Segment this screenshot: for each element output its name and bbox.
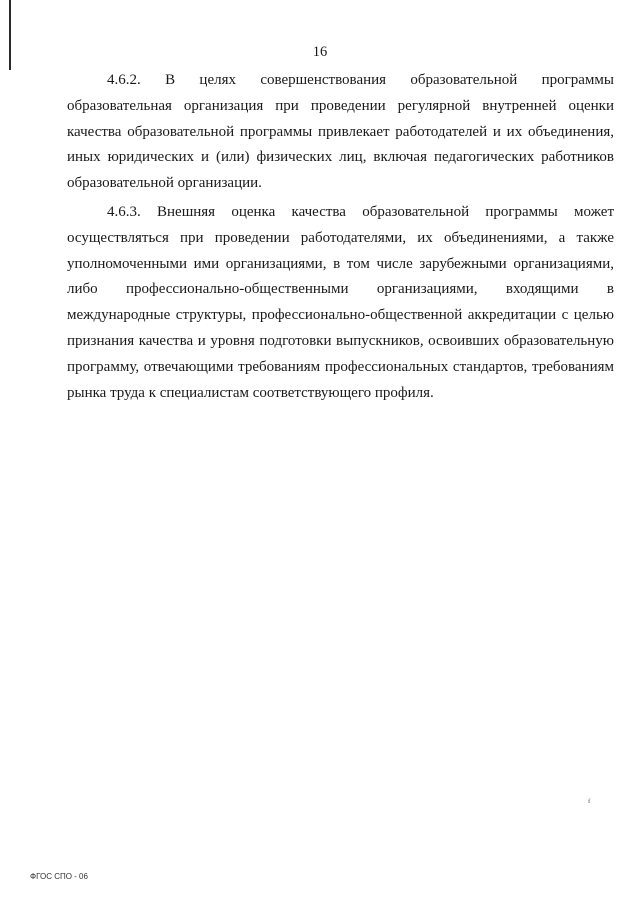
paragraph-text: 4.6.3. Внешняя оценка качества образовательной программы может осуществляться при проведении работодателями, их объединениями, а также уполномоченными ими организациями, в том числе зарубежными организациями, либо профессионально-общественными организациями, входящими в международные структуры, профессионально-общественной аккредитации с целью признания качества и уровня подготовки выпускников, освоивших образовательную программу, отвечающими требованиям профессиональных стандартов, требованиям рынка труда к специалистам соответствующего профиля.	[67, 204, 614, 401]
paragraph-text: 4.6.2. В целях совершенствования образовательной программы образовательная организация при проведении регулярной внутренней оценки качества образовательной программы привлекает работодателей и их объединения, иных юридических и (или) физических лиц, включая педагогических работников образовательной организации.	[67, 72, 614, 192]
scan-mark: ᶠ	[588, 797, 591, 809]
paragraph-4-6-2	[67, 68, 614, 197]
page-number: 16	[312, 44, 328, 60]
paragraph-4-6-3	[67, 200, 614, 406]
document-footer: ФГОС СПО - 06	[30, 872, 88, 881]
